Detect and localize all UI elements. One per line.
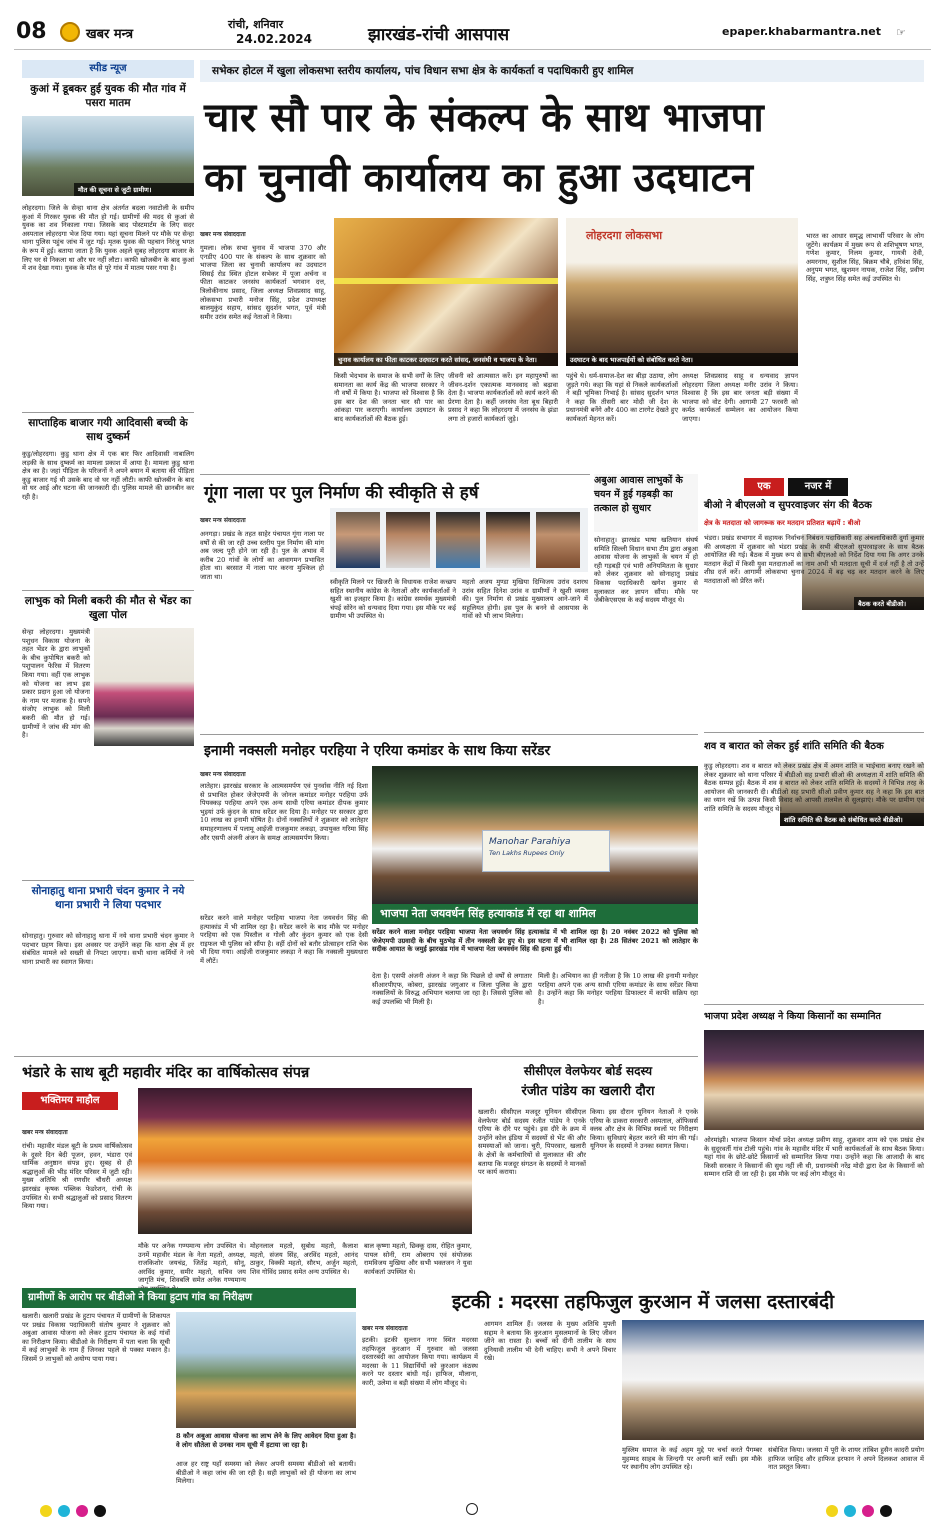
bdo-body: खलारी। खलारी प्रखंड के हुटाप पंचायत में ग्रामीणों के शिकायत पर प्रखंड विकास पदाधिकारी संतोष कुमार ने शुक्रवार को अबुआ आवास योजना को लेकर हुटाप पंचायत के कई गांवों का निरीक्षण किया। बीडीओ के निरीक्षण में पता चला कि सूची में कई लाभुकों के नाम हैं जिनका पहले से पक्का मकान है। जिसमें 9 लाभुकों को अयोग्य पाया गया। — [22, 1312, 170, 1363]
naxal-cheque-amount: Ten Lakhs Rupees Only — [489, 849, 565, 857]
left-story3-photo — [94, 628, 194, 746]
left-story1-headline: कुआं में डूबकर हुई युवक की मौत गांव में पसरा मातम — [30, 83, 186, 109]
madarsa-byline: खबर मन्त्र संवाददाता — [362, 1325, 408, 1332]
speed-news-label: स्पीड न्यूज — [22, 60, 194, 78]
cwb-body-col1: बाल कृष्णा महतो, छिक्कू दास, रोहित कुमार, पायल सोनी, राम ओबराय एवं संयोजक रामविजय मुखिया और सभी भक्तजन ने युवा कार्यकर्ता उपस्थित थे। — [364, 1242, 472, 1276]
bhandare-top-rule — [14, 1056, 698, 1057]
bridge-top-rule — [200, 474, 590, 475]
nazar-label-nazar: नजर में — [788, 478, 848, 496]
lead-body-col4: पहुंचे थे। धर्म-समाज-देश का बीड़ा उठाया, लोग जुड़ते गये। कहा कि यहां से निकले कार्यकर्ताओं ने बड़ी भूमिका निभाई है। सांसद सुदर्शन भगत ने कहा कि तीसरी बार मोदी जी देश के प्रधानमंत्री बनेंगे और 400 का टारगेट देखते हुए कार्यकर्ता मेहनत करें। — [566, 372, 678, 423]
bhandare-photo — [138, 1088, 472, 1234]
left-divider-2 — [22, 590, 194, 591]
shab-headline: शव व बारात को लेकर हुई शांति समिति की बैठक — [704, 741, 884, 752]
reg-mark-black-right — [880, 1505, 892, 1517]
lead-body-col3: जीवनी को आत्मसात करें। इन महापुरुषों का जीवन-दर्शन एकात्मक मानववाद को बढ़ावा देता है। भाजपा कार्यकर्ताओं को कार्य करने की प्रेरणा देता है। कहीं जनसंघ नेता बूथ बिहारी प्रसाद ने कहा कि लोहरदगा में जनसंघ के झंडा लगा तो हजारों कार्यकर्ता जुड़े। — [448, 372, 558, 423]
nazar-headline: बीओ ने बीएलओ व सुपरवाइजर संग की बैठक — [704, 500, 872, 511]
masthead — [14, 14, 931, 50]
nazar-body: भंडरा। प्रखंड सभागार में सहायक निर्वाचन निबंधन पदाधिकारी सह अंचलाधिकारी दुर्गा कुमार की अध्यक्षता में शुक्रवार को भंडरा प्रखंड के सभी बीएलओ सुपरवाइजर के साथ बैठक आयोजित की गई। बैठक में मुख्य रूप से सभी बीएलओ को निर्देश दिया गया कि अगर उनके मतदान केंद्रों में किसी युवा मतदाताओं का नाम अभी भी मतदाता सूची में दर्ज नहीं है तो उन्हें शीघ्र दर्ज करें। आगामी लोकसभा चुनाव 2024 में बढ़ चढ़ कर मतदान करने के लिए मतदाताओं को प्रेरित करें। — [704, 534, 924, 585]
shab-body: कुडु लोहरदगा। शव व बारात को लेकर प्रखंड क्षेत्र में अमन शांति व भाईचारा बनाए रखने को लेकर शुक्रवार को थाना परिसर में बीडीओ सह प्रभारी सीओ की अध्यक्षता में शांति समिति की बैठक सम्पन्न हुई। बैठक में शव व बारात को लेकर शांति समिति के सदस्यों ने विभिन्न तरह के आयोजन की जानकारी दी। बीडीओ सह प्रभारी सीओ प्रवीण कुमार सह ने कहा कि इस बात का ध्यान रखें कि उत्पन्न किसी विवाद को आपसी तालमेल से सुलझाएं। मौके पर ग्रामीण एवं शांति समिति के सदस्य मौजूद थे। — [704, 762, 924, 813]
ribbon-strip — [334, 278, 558, 284]
naxal-headline: इनामी नक्सली मनोहर परहिया ने एरिया कमांडर के साथ किया सरेंडर — [204, 743, 551, 759]
portrait-3 — [436, 512, 480, 568]
lead-byline: खबर मन्त्र संवाददाता — [200, 231, 246, 238]
reg-mark-yellow-right — [826, 1505, 838, 1517]
portrait-4 — [486, 512, 530, 568]
madarsa-body-col2: आगमन शामिल हैं। जलसा के मुख्य अतिथि मुफ्ती सद्दाम ने बताया कि कुरआन मुसलमानों के लिए जीवन जीने का रास्ता है। बच्चों को दीनी तालीम के साथ दुनियावी तालीम भी देनी चाहिए। सभी ने अपने विचार रखे। — [484, 1320, 616, 1363]
shab-photo-caption: शांति समिति की बैठक को संबोधित करते बीडीओ। — [780, 813, 924, 826]
left-story1-photo — [22, 116, 194, 196]
lead-photo2-sign: लोहरदगा लोकसभा — [586, 229, 663, 242]
cwb-body-col3: किया। इस दौरान यूनियन नेताओं ने एनके एरिया के डाकरा सरकारी अस्पताल, ऑफिसर्स क्लब और क्षेत्र के विभिन्न स्थलों पर निरीक्षण किया। सुविधाएं बेहतर करने की मांग की गई। यूनियन के सदस्यों ने उनका स्वागत किया। — [590, 1108, 698, 1151]
nazar-kicker: क्षेत्र के मतदाता को जागरूक कर मतदान प्रतिशत बढ़ायें : बीओ — [704, 519, 861, 527]
bhandare-tag: भक्तिमय माहौल — [22, 1092, 118, 1110]
left-story3-body: सेन्हा लोहरदगा। मुख्यमंत्री पशुधन विकास योजना के तहत भेंडर के द्वारा लाभुकों के बीच कुपोषित बकरी को पशुपालन फेरिस में वितरण किया गया। वहीं एक लाभुक को योजना का लाभ इस प्रकार प्रदान हुआ जो योजना के नाम पर मजाक है। सपने संजोए लाभुक को मिली बकरी की मौत हो गई। ग्रामीणों ने जांच की मांग की है। — [22, 628, 90, 740]
naxal-top-rule — [200, 734, 698, 735]
lead-photo2-caption: उदघाटन के बाद भाजपाईयों को संबोधित करते नेता। — [566, 353, 798, 366]
page-number: 08 — [16, 19, 47, 44]
bridge-body-col2: स्वीकृति मिलने पर खिजरी के विधायक राजेश कच्छप सहित स्थानीय कांग्रेस के नेताओं और कार्यकर्ताओं ने खुशी का इजहार किया है। कांग्रेस समर्थक मुख्यमंत्री चंपई सोरेन को धन्यवाद दिया गया। इस मौके पर कई ग्रामीण भी उपस्थित थे। — [330, 578, 456, 621]
left-story4-body: सोनाहातु। गुरुवार को सोनाहातु थाना में नये थाना प्रभारी चंदन कुमार ने पदभार ग्रहण किया। इस अवसर पर उन्होंने कहा कि थाना क्षेत्र में हर संबंधित मामले को सख्ती से निपटा जाएगा। सभी थाना कर्मियों ने नये थाना प्रभारी का स्वागत किया। — [22, 932, 194, 966]
bhandare-body: रांची। महावीर मंडल बूटी के प्रथम वार्षिकोत्सव के दूसरे दिन बेदी पूजन, हवन, भंडारा एवं धार्मिक अनुष्ठान संपन्न हुए। सुबह से ही श्रद्धालुओं की भीड़ मंदिर परिसर में जुटी रही। मुख्य अतिथि श्री रणधीर चौधरी अध्यक्ष झारखंड कृषक पब्लिक फेडरेशन, रांची के उपस्थित थे। सभी श्रद्धालुओं को प्रसाद वितरण किया गया। — [22, 1142, 132, 1211]
bridge-headline: गूंगा नाला पर पुल निर्माण की स्वीकृति से हर्ष — [204, 483, 479, 503]
lead-body-col1: गुमला। लोक सभा चुनाव में भाजपा 370 और एनडीए 400 पार के संकल्प के साथ शुक्रवार को भाजपा जिला का चुनावी कार्यालय का उदघाटन सिसई रोड स्थित होटल सभेकर में पूजा अर्चना व फीता काटकर जनसंघ कार्यकर्ता भगवान दत्त, त्रिलोकीनाथ प्रसाद, जिला अध्यक्ष शिवप्रसाद साहू, लोकसभा प्रभारी मनोज सिंह, प्रदेश उपाध्यक्ष बालमुकुंद सहाय, सांसद सुदर्शन भगत, पूर्व मंत्री समीर उरांव समेत कई नेताओं ने किया। — [200, 244, 326, 321]
nazar-label — [704, 478, 924, 496]
left-story2-headline: साप्ताहिक बाजार गयी आदिवासी बच्ची के साथ दुष्कर्म — [28, 417, 188, 443]
nazar-photo-caption: बैठक करते बीडीओ। — [854, 597, 924, 610]
naxal-byline: खबर मन्त्र संवाददाता — [200, 771, 246, 778]
cwb-headline-line1: सीसीएल वेलफेयर बोर्ड सदस्य — [523, 1064, 653, 1078]
portrait-2 — [386, 512, 430, 568]
naxal-body-col4: मिली है। अभियान का ही नतीजा है कि 10 लाख की इनामी मनोहर परहिया अपने एक अन्य साथी एरिया कमांडर के साथ सरेंडर किया है। उन्होंने कहा कि मनोहर परहिया डिफाल्टर में काफी सक्रिय रहा है। — [538, 972, 698, 1006]
naxal-body-col2: सरेंडर करने वाले मनोहर परहिया भाजपा नेता जयवर्धन सिंह की हत्याकांड में भी शामिल रहा है। सरेंडर करने के बाद मौके पर मनोहर परहिया को एक पिस्तौल व गोली और कुंदन कुमार को एक देसी राइफल भी पुलिस को सौंपा है। वहीं दोनों को बतौर प्रोत्साहन राशि चेक भी दिया गया। आईजी राजकुमार लकड़ा ने कहा कि नक्सली मुख्यधारा में लौटें। — [200, 914, 368, 965]
left-story4-headline: सोनाहातु थाना प्रभारी चंदन कुमार ने नये थाना प्रभारी ने लिया पदभार — [31, 885, 185, 911]
lead-kicker: सभेकर होटल में खुला लोकसभा स्तरीय कार्यालय, पांच विधान सभा क्षेत्र के कार्यकर्ता व पदाधिकारी हुए शामिल — [200, 60, 924, 82]
awas-body: सोनाहातु। झारखंड भाषा खतियान संघर्ष समिति सिल्ली विधान सभा टीम द्वारा अबुआ आवास योजना के लाभुकों के चयन में हो रही गड़बड़ी एवं भारी अनियमितता के सुधार को लेकर शुक्रवार को सोनाहातु प्रखंड विकास पदाधिकारी खगेश कुमार से मुलाकात कर ज्ञापन सौंपा। मौके पर जेबीकेएसएस के कई सदस्य मौजूद थे। — [594, 536, 698, 605]
naxal-body-col3: देता है। एसपी अंजनी अंजन ने कहा कि पिछले दो वर्षों से लगातार सीआरपीएफ, कोबरा, झारखंड जगुआर व जिला पुलिस के द्वारा नक्सलियों के विरुद्ध अभियान चलाया जा रहा है। जिससे पुलिस को कई उपलब्धि भी मिली है। — [372, 972, 532, 1006]
madarsa-body-col1: इटकी। इटकी सुल्तान नगर स्थित मदरसा तहफिजुल कुरआन में गुरुवार को जलसा दस्तारबंदी का आयोजन किया गया। कार्यक्रम में मदरसा के 11 विद्यार्थियों को कुरआन कंठस्थ करने पर दस्तार बांधी गई। हाफिज, मौलाना, कारी, उलेमा व बड़ी संख्या में लोग मौजूद थे। — [362, 1336, 478, 1387]
kisan-body: ओरमांझी। भाजपा किसान मोर्चा प्रदेश अध्यक्ष प्रवीण साहू, शुक्रवार शाम को एक प्रखंड क्षेत्र के सुदूरवर्ती गांव टोली पहुंचे। गांव के महावीर मंदिर में भारी कार्यकर्ताओं के साथ बैठक किया। यहां गांव के छोटे-छोटे किसानों को सम्मानित किया गया। उन्होंने कहा कि आजादी के बाद किसी सरकार ने किसानों की सुध नहीं ली थी, प्रधानमंत्री नरेंद्र मोदी द्वारा देश के किसानों को सम्मान राशि दी जा रही है। इस मौके पर कई लोग मौजूद थे। — [704, 1136, 924, 1179]
kisan-headline: भाजपा प्रदेश अध्यक्ष ने किया किसानों का सम्मानित — [704, 1011, 881, 1022]
bridge-body-col1: अनगड़ा। प्रखंड के तहत साहेर पंचायत गूंगा नाला पर वर्षों से की जा रही उच्च स्तरीय पुल निर्माण की मांग अब जल्द पूरी होने जा रही है। पुल के अभाव में करीब 20 गांवों के लोगों का आवागमन प्रभावित होता था। बरसात में नाला पार करना मुश्किल हो जाता था। — [200, 530, 324, 581]
bridge-portraits — [330, 508, 588, 572]
portrait-5 — [536, 512, 580, 568]
paper-name: खबर मन्त्र — [86, 27, 134, 42]
left-story3-body-cont — [94, 750, 194, 780]
lead-photo-ribbon — [334, 218, 558, 366]
nazar-label-ek: एक — [744, 478, 784, 496]
bdo-photo — [176, 1312, 356, 1428]
reg-mark-cyan — [58, 1505, 70, 1517]
lead-body-col5: अध्यक्ष शिवप्रसाद साहू व धन्यवाद ज्ञापन लोहरदगा जिला अध्यक्ष मनीर उरांव ने किया। विश्वास है कि इस बार जनता बड़ी संख्या में भाजपा को वोट देगी। आगामी 27 फरवरी को कर्मठ कार्यकर्ता सम्मेलन का आयोजन किया जाएगा। — [682, 372, 798, 423]
bridge-byline: खबर मन्त्र संवाददाता — [200, 517, 246, 524]
naxal-cheque-name: Manohar Parahiya — [489, 837, 571, 847]
naxal-banner: भाजपा नेता जयवर्धन सिंह हत्याकांड में रहा था शामिल — [372, 904, 698, 924]
left-story1-body: लोहरदगा। जिले के सेन्हा थाना क्षेत्र अंतर्गत बदला नवाटोली के समीप कुआं में गिरकर युवक की मौत हो गई। ग्रामीणों की मदद से कुआं से युवक का शव निकाला गया। जिसके बाद पोस्टमार्टम के लिए सदर अस्पताल लोहरदगा भेज दिया गया। यहां सूचना मिलने पर मौके पर सेन्हा थाना पुलिस पहुंच जांच में जुट गई। मृतक युवक की पहचान निरंजु भगत के रूप में हुई। बताया जाता है कि युवक अहले सुबह लोहरदगा बाजार के लिए घर से निकला था और घर नहीं लौटा। काफी खोजबीन के बाद कुआं में शव देखा गया। युवक के मौत से पूरे गांव में मातम पसर गया है। — [22, 204, 194, 273]
bhandare-body3: मोहनलाल महतो, सुबोध महतो, कैलाश महतो, संजय सिंह, अरविंद महतो, आनंद ठाकुर, विक्की महतो, सौरभ, अर्जुन महतो, शिव गोविंद प्रसाद समेत अन्य उपस्थित थे। — [250, 1242, 358, 1276]
naxal-banner-body: सरेंडर करने वाला मनोहर परहिया भाजपा नेता जयवर्धन सिंह हत्याकांड में भी शामिल रहा है। 20 नवंबर 2022 को पुलिस को जेजेएमपी उग्रवादी के बीच मुठभेड़ में तीन नक्सली ढेर हुए थे। इस घटना में भी शामिल रहा है। 28 सितंबर 2021 को लातेहार के सदीक आयात के जमुई झारखंड गांव में भाजपा नेता जयवर्धन सिंह की हत्या हुई थी। — [372, 928, 698, 954]
madarsa-body-col3: संबोधित किया। जलसा में पूरी के शायर तांबिश हुसैन कादरी प्रयोग हाफिज जाहिद और हाफिज इरफान ने अपने दिलकश आवाज में नात प्रस्तुत किया। — [768, 1446, 924, 1472]
lead-headline-line1: चार सौ पार के संकल्प के साथ भाजपा — [204, 95, 764, 141]
reg-mark-yellow — [40, 1505, 52, 1517]
kisan-photo — [704, 1030, 924, 1130]
bridge-body-col3: महतो अजय मुण्डा मुखिया दिग्विजय उरांव दशरथ उरांव सहित दिनेश उरांव व ग्रामीणों ने खुशी व्यक्त की। पुल निर्माण से प्रखंड मुख्यालय आने-जाने में सहूलियत होगी। इस पुल के बनने से आसपास के गांवों को भी लाभ मिलेगा। — [462, 578, 588, 621]
madarsa-photo — [622, 1320, 924, 1440]
naxal-body-col1: लातेहार। झारखंड सरकार के आत्मसमर्पण एवं पुनर्वास नीति नई दिशा से प्रभावित होकर जेजेएमपी के जोनल कमांडर मनोहर परहिया उर्फ पियक्कड़ परहिया अपने एक अन्य साथी एरिया कमांडर दीपक कुमार भुइयां उर्फ कुंदन के साथ सरेंडर कर दिया है। मनोहर पर सरकार द्वारा 10 लाख का इनामी घोषित है। दोनों नक्सलियों ने शुक्रवार को लातेहार समाहरणालय में पलामू आईजी राजकुमार लकड़ा, उपायुक्त गरिमा सिंह और एसपी अंजनी अंजन के समक्ष आत्मसमर्पण किया। — [200, 782, 368, 842]
reg-mark-magenta-right — [862, 1505, 874, 1517]
left-divider-1 — [22, 412, 194, 413]
reg-mark-crosshair — [466, 1503, 478, 1515]
bdo-headline: ग्रामीणों के आरोप पर बीडीओ ने किया हुटाप गांव का निरीक्षण — [22, 1288, 356, 1308]
bdo-photo-caption: 8 कौन अबुआ आवास योजना का लाभ लेने के लिए आवेदन दिया हुआ है। वे लोग सौतेला से उनका नाम सूची में हटाया जा रहा है। — [176, 1432, 356, 1449]
cwb-body-col2: खलारी। सीसीएल मजदूर यूनियन सीसीएल वेलफेयर बोर्ड सदस्य रंजीत पांडेय ने एनके एरिया के दौरे पर पहुंचे। इस दौरे के क्रम में उन्होंने कोल इंडिया में सदस्यों से भेंट की और समस्याओं को जाना। चुरी, पिपरवार, खलारी के क्षेत्रों के कर्मचारियों से मुलाकात की और बताया कि मजदूर संगठन के सदस्यों ने मानकों पर कार्य कराया। — [478, 1108, 586, 1177]
reg-mark-magenta — [76, 1505, 88, 1517]
reg-mark-black — [94, 1505, 106, 1517]
cwb-headline-line2: रंजीत पांडेय का खलारी दौरा — [521, 1084, 655, 1099]
lead-body-col6: भारत का आधार समृद्ध लाभार्थी परिवार के लोग जुटेंगे। कार्यक्रम में मुख्य रूप से शशिभूषण भगत, गणेश कुमार, निलम कुमार, गायत्री देवी, अमरनाथ, सुशील सिंह, बिक्रम चौबे, हरिवंश सिंह, अनुपम भगत, खुशमन नायक, राजेश सिंह, प्रवीण सिंह, शत्रुघ्न सिंह समेत कई उपस्थित थे। — [806, 232, 924, 283]
date: 24.02.2024 — [236, 32, 312, 46]
bhandare-body2: मौके पर अनेक गण्यमान्य लोग उपस्थित थे। उनमें महावीर मंडल के नेता महतो, अध्यक्ष, राजकिशोर जयचंद्र, जितेंद्र महतो, सोनू, अरविंद कुमार, समीर महतो, सचिव जय जागृति मंच, शिवबलि समेत अनेक गण्यमान्य — [138, 1242, 246, 1285]
bhandare-headline: भंडारे के साथ बूटी महावीर मंदिर का वार्षिकोत्सव संपन्न — [22, 1065, 310, 1081]
epaper-url[interactable]: epaper.khabarmantra.net — [722, 25, 881, 38]
bhandare-byline: खबर मन्त्र संवाददाता — [22, 1129, 68, 1136]
madarsa-headline: इटकी : मदरसा तहफिजुल कुरआन में जलसा दस्तारबंदी — [451, 1291, 835, 1313]
section-title: झारखंड-रांची आसपास — [368, 25, 510, 45]
portrait-1 — [336, 512, 380, 568]
lead-body-col2: किसी भेदभाव के समाज के सभी वर्गों के लिए समानता का कार्य केंद्र की भाजपा सरकार ने नौ वर्षों में किया है। भाजपा को विश्वास है कि इस बार देश की जनता चार सौ पार का आंकड़ा पार कराएगी। कार्यालय उदघाटन के बाद कार्यकर्ताओं की बैठक हुई। — [334, 372, 444, 423]
lead-photo-meeting — [566, 218, 798, 366]
paper-logo-icon — [60, 22, 80, 42]
naxal-cheque — [482, 830, 610, 872]
left-divider-3 — [22, 880, 194, 881]
lead-headline-line2: का चुनावी कार्यालय का हुआ उदघाटन — [204, 155, 753, 201]
kisan-top-rule — [704, 1004, 924, 1005]
left-story3-headline: लाभुक को मिली बकरी की मौत से भेंडर का खुला पोल — [24, 595, 192, 621]
madarsa-photo-caption: मुस्लिम समाज के कई अहम मुद्दे पर चर्चा करते पैगम्बर मुहम्मद साहब के जिन्दगी पर अपनी बातें रखीं। इस मौके पर स्थानीय लोग उपस्थित रहे। — [622, 1446, 762, 1472]
city-day: रांची, शनिवार — [228, 18, 284, 31]
shab-top-rule — [704, 732, 924, 733]
bdo-body2: आज हर राष्ट्र यहाँ समस्या को लेकर अपनी समस्या बीडीओ को बतायी। बीडीओ ने कहा जांच की जा रही है। सही लाभुकों को ही योजना का लाभ मिलेगा। — [176, 1460, 356, 1486]
left-story2-body: कुडु/लोहरदगा। कुडु थाना क्षेत्र में एक बार फिर आदिवासी नाबालिग लड़की के साथ दुष्कर्म का मामला प्रकाश में आया है। मामला कुडु थाना क्षेत्र का है। जहां पीड़िता के परिजनों ने अपने बयान में बताया की पीड़िता कुडु बाजार गई थी उसके बाद वो घर नहीं लौटी। काफी खोजबीन के बाद वो घर आई और घटना की जानकारी दी। पुलिस मामले की छानबीन कर रही है। — [22, 450, 194, 501]
reg-mark-cyan-right — [844, 1505, 856, 1517]
lead-photo1-caption: चुनाव कार्यालय का फीता काटकर उदघाटन करते सांसद, जनसंघी व भाजपा के नेता। — [334, 353, 558, 366]
naxal-photo — [372, 766, 698, 904]
cursor-icon: ☞ — [896, 26, 906, 39]
awas-headline: अबुआ आवास लाभुकों के चयन में हुई गड़बड़ी का तत्काल हो सुधार — [594, 474, 698, 532]
left-story1-photo-caption: मौत की सूचना से जुटी ग्रामीण। — [74, 183, 194, 196]
